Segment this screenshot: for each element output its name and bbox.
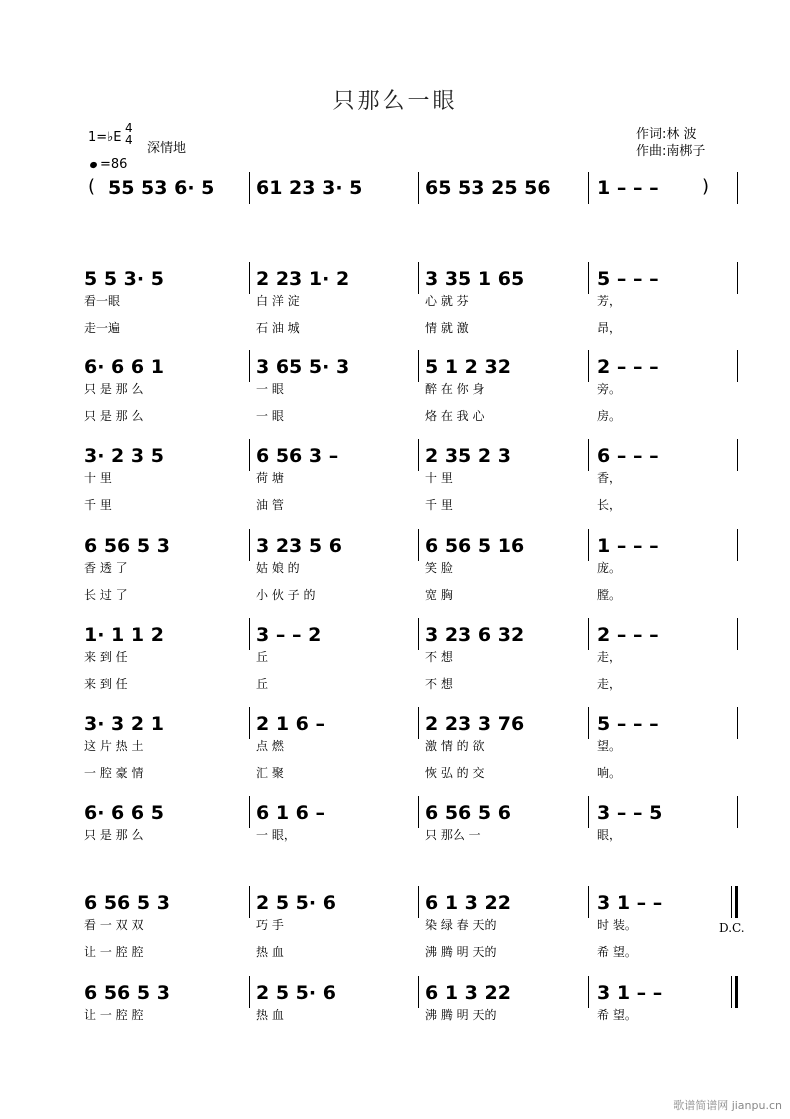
barline bbox=[737, 618, 738, 650]
lyric-verse-1: 十 里 bbox=[425, 471, 453, 485]
measure-notes: 2 23 3 76 bbox=[425, 713, 525, 735]
lyric-verse-2: 膛。 bbox=[597, 588, 622, 602]
barline bbox=[418, 707, 419, 739]
lyric-verse-1: 望。 bbox=[597, 739, 622, 753]
lyric-verse-2: 一 眼 bbox=[256, 409, 284, 423]
lyric-verse-1: 醉 在 你 身 bbox=[425, 382, 485, 396]
lyric-verse-1: 看 一 双 双 bbox=[84, 918, 144, 932]
measure-notes: 5 1 2 32 bbox=[425, 356, 511, 378]
measure-notes: 3 1 – – bbox=[597, 892, 663, 914]
barline bbox=[249, 172, 250, 204]
barline bbox=[588, 529, 589, 561]
lyric-verse-1: 只 是 那 么 bbox=[84, 382, 144, 396]
measure-notes: 6 1 3 22 bbox=[425, 982, 511, 1004]
barline bbox=[418, 439, 419, 471]
lyric-verse-1: 热 血 bbox=[256, 1008, 284, 1022]
lyric-verse-1: 十 里 bbox=[84, 471, 112, 485]
lyric-verse-1: 白 洋 淀 bbox=[256, 294, 300, 308]
lyric-verse-2: 油 管 bbox=[256, 498, 284, 512]
barline bbox=[737, 172, 738, 204]
lyric-verse-2: 一 腔 豪 情 bbox=[84, 766, 144, 780]
measure-notes: 2 – – – bbox=[597, 624, 659, 646]
barline bbox=[737, 439, 738, 471]
measure-notes: 3· 2 3 5 bbox=[84, 445, 164, 467]
measure-notes: 3 – – 5 bbox=[597, 802, 663, 824]
lyric-verse-1: 香， bbox=[597, 471, 622, 485]
lyric-verse-1: 心 就 芬 bbox=[425, 294, 469, 308]
lyric-verse-2: 走， bbox=[597, 677, 622, 691]
lyric-verse-1: 只 那么 一 bbox=[425, 828, 481, 842]
lyric-verse-2: 烙 在 我 心 bbox=[425, 409, 485, 423]
barline bbox=[418, 886, 419, 918]
key-signature: 1=♭E bbox=[88, 130, 122, 145]
lyric-verse-1: 激 情 的 欲 bbox=[425, 739, 485, 753]
lyric-verse-2: 情 就 激 bbox=[425, 321, 469, 335]
measure-notes: 6 56 5 6 bbox=[425, 802, 511, 824]
lyric-verse-1: 这 片 热 土 bbox=[84, 739, 144, 753]
time-signature: 4 4 bbox=[125, 121, 133, 147]
lyric-verse-2: 石 油 城 bbox=[256, 321, 300, 335]
song-title: 只那么一眼 bbox=[332, 89, 458, 114]
barline bbox=[249, 439, 250, 471]
final-barline bbox=[735, 976, 738, 1008]
final-barline-thin bbox=[731, 886, 732, 918]
measure-notes: 6 56 5 16 bbox=[425, 535, 525, 557]
measure-notes: 3 65 5· 3 bbox=[256, 356, 350, 378]
lyric-verse-2: 响。 bbox=[597, 766, 622, 780]
intro-measure-3: 65 53 25 56 bbox=[425, 177, 551, 199]
measure-notes: 6 56 3 – bbox=[256, 445, 339, 467]
note-icon bbox=[89, 161, 98, 169]
lyric-verse-1: 沸 腾 明 天的 bbox=[425, 1008, 497, 1022]
barline bbox=[418, 976, 419, 1008]
measure-notes: 2 – – – bbox=[597, 356, 659, 378]
lyric-verse-2: 沸 腾 明 天的 bbox=[425, 945, 497, 959]
measure-notes: 6 1 6 – bbox=[256, 802, 326, 824]
lyric-verse-2: 千 里 bbox=[425, 498, 453, 512]
credits bbox=[636, 126, 705, 160]
lyric-verse-1: 染 绿 春 天的 bbox=[425, 918, 497, 932]
lyric-verse-1: 让 一 腔 腔 bbox=[84, 1008, 144, 1022]
barline bbox=[737, 796, 738, 828]
intro-measure-1: 55 53 6· 5 bbox=[108, 177, 215, 199]
lyric-verse-2: 不 想 bbox=[425, 677, 453, 691]
lyric-verse-1: 旁。 bbox=[597, 382, 622, 396]
intro-close-paren: ) bbox=[702, 176, 710, 197]
lyric-verse-1: 不 想 bbox=[425, 650, 453, 664]
measure-notes: 6 – – – bbox=[597, 445, 659, 467]
barline bbox=[588, 976, 589, 1008]
lyric-verse-2: 长 过 了 bbox=[84, 588, 128, 602]
measure-notes: 3 23 6 32 bbox=[425, 624, 525, 646]
measure-notes: 3 35 1 65 bbox=[425, 268, 525, 290]
watermark: 歌谱简谱网 jianpu.cn bbox=[673, 1099, 782, 1112]
barline bbox=[249, 262, 250, 294]
barline bbox=[588, 262, 589, 294]
lyricist: 作词:林 波 bbox=[636, 127, 697, 142]
intro-measure-2: 61 23 3· 5 bbox=[256, 177, 363, 199]
lyric-verse-2: 恢 弘 的 交 bbox=[425, 766, 485, 780]
barline bbox=[249, 618, 250, 650]
lyric-verse-1: 一 眼 bbox=[256, 382, 284, 396]
lyric-verse-2: 丘 bbox=[256, 677, 269, 691]
lyric-verse-1: 庞。 bbox=[597, 561, 622, 575]
lyric-verse-2: 汇 聚 bbox=[256, 766, 284, 780]
measure-notes: 3 23 5 6 bbox=[256, 535, 342, 557]
measure-notes: 2 5 5· 6 bbox=[256, 892, 336, 914]
lyric-verse-1: 芳， bbox=[597, 294, 622, 308]
barline bbox=[588, 796, 589, 828]
measure-notes: 6 1 3 22 bbox=[425, 892, 511, 914]
barline bbox=[418, 350, 419, 382]
lyric-verse-1: 姑 娘 的 bbox=[256, 561, 300, 575]
lyric-verse-2: 来 到 任 bbox=[84, 677, 128, 691]
lyric-verse-2: 只 是 那 么 bbox=[84, 409, 144, 423]
lyric-verse-1: 巧 手 bbox=[256, 918, 284, 932]
measure-notes: 5 5 3· 5 bbox=[84, 268, 164, 290]
lyric-verse-1: 只 是 那 么 bbox=[84, 828, 144, 842]
lyric-verse-1: 来 到 任 bbox=[84, 650, 128, 664]
barline bbox=[588, 618, 589, 650]
barline bbox=[418, 172, 419, 204]
lyric-verse-2: 希 望。 bbox=[597, 945, 637, 959]
barline bbox=[249, 796, 250, 828]
lyric-verse-2: 宽 胸 bbox=[425, 588, 453, 602]
lyric-verse-1: 笑 脸 bbox=[425, 561, 453, 575]
barline bbox=[418, 262, 419, 294]
measure-notes: 2 23 1· 2 bbox=[256, 268, 350, 290]
measure-notes: 2 5 5· 6 bbox=[256, 982, 336, 1004]
lyric-verse-1: 看一眼 bbox=[84, 294, 121, 308]
lyric-verse-1: 时 装。 bbox=[597, 918, 637, 932]
barline bbox=[737, 350, 738, 382]
barline bbox=[588, 350, 589, 382]
barline bbox=[737, 262, 738, 294]
barline bbox=[249, 350, 250, 382]
barline bbox=[249, 529, 250, 561]
lyric-verse-2: 让 一 腔 腔 bbox=[84, 945, 144, 959]
expression-mark: 深情地 bbox=[147, 141, 187, 156]
barline bbox=[588, 707, 589, 739]
lyric-verse-1: 一 眼， bbox=[256, 828, 296, 842]
measure-notes: 2 1 6 – bbox=[256, 713, 326, 735]
measure-notes: 6· 6 6 5 bbox=[84, 802, 164, 824]
intro-measure-4: 1 – – – bbox=[597, 177, 659, 199]
measure-notes: 5 – – – bbox=[597, 713, 659, 735]
lyric-verse-2: 千 里 bbox=[84, 498, 112, 512]
measure-notes: 1· 1 1 2 bbox=[84, 624, 164, 646]
barline bbox=[249, 707, 250, 739]
intro-open-paren: ( bbox=[88, 176, 96, 197]
barline bbox=[588, 439, 589, 471]
final-barline bbox=[735, 886, 738, 918]
barline bbox=[737, 529, 738, 561]
barline bbox=[418, 796, 419, 828]
barline bbox=[249, 976, 250, 1008]
lyric-verse-2: 房。 bbox=[597, 409, 622, 423]
final-barline-thin bbox=[731, 976, 732, 1008]
lyric-verse-1: 荷 塘 bbox=[256, 471, 284, 485]
measure-notes: 6 56 5 3 bbox=[84, 535, 170, 557]
lyric-verse-1: 香 透 了 bbox=[84, 561, 128, 575]
lyric-verse-2: 走一遍 bbox=[84, 321, 121, 335]
lyric-verse-1: 走， bbox=[597, 650, 622, 664]
measure-notes: 2 35 2 3 bbox=[425, 445, 511, 467]
measure-notes: 6 56 5 3 bbox=[84, 892, 170, 914]
lyric-verse-1: 眼， bbox=[597, 828, 622, 842]
barline bbox=[249, 886, 250, 918]
measure-notes: 1 – – – bbox=[597, 535, 659, 557]
da-capo-mark: D.C. bbox=[719, 921, 745, 935]
measure-notes: 6 56 5 3 bbox=[84, 982, 170, 1004]
measure-notes: 3· 3 2 1 bbox=[84, 713, 164, 735]
lyric-verse-2: 热 血 bbox=[256, 945, 284, 959]
composer: 作曲:南梆子 bbox=[636, 144, 706, 159]
tempo-mark: =86 bbox=[90, 157, 127, 172]
lyric-verse-1: 点 燃 bbox=[256, 739, 284, 753]
barline bbox=[418, 529, 419, 561]
lyric-verse-2: 长， bbox=[597, 498, 622, 512]
measure-notes: 5 – – – bbox=[597, 268, 659, 290]
measure-notes: 3 – – 2 bbox=[256, 624, 322, 646]
lyric-verse-1: 希 望。 bbox=[597, 1008, 637, 1022]
measure-notes: 3 1 – – bbox=[597, 982, 663, 1004]
barline bbox=[588, 172, 589, 204]
lyric-verse-2: 小 伙 子 的 bbox=[256, 588, 316, 602]
lyric-verse-2: 昂， bbox=[597, 321, 622, 335]
measure-notes: 6· 6 6 1 bbox=[84, 356, 164, 378]
lyric-verse-1: 丘 bbox=[256, 650, 269, 664]
barline bbox=[737, 707, 738, 739]
barline bbox=[418, 618, 419, 650]
barline bbox=[588, 886, 589, 918]
